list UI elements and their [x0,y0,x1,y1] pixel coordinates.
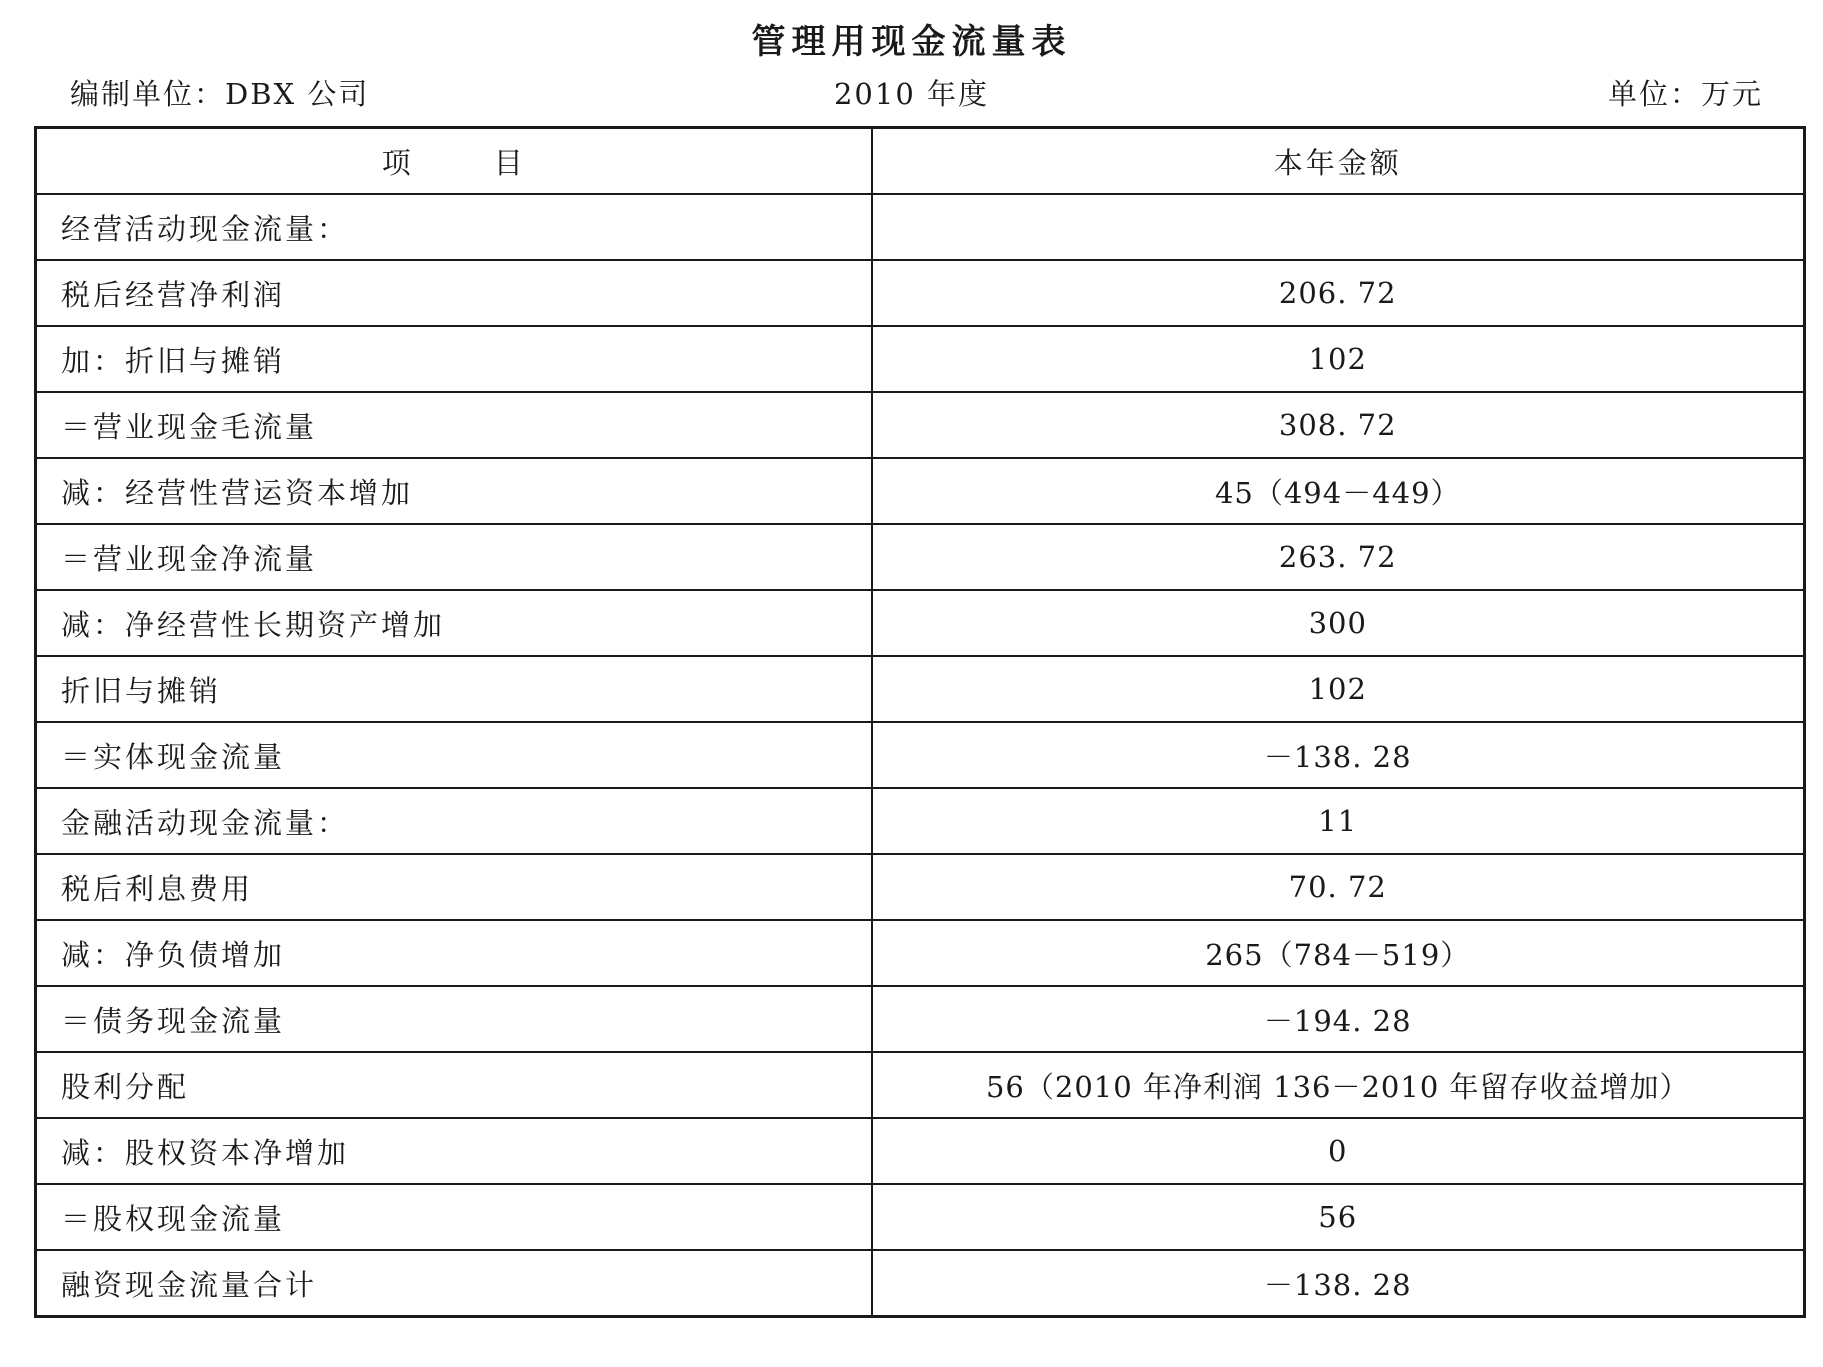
table-row [36,1184,1805,1250]
row-item: 减：净负债增加 [36,920,872,986]
row-item: 减：股权资本净增加 [36,1118,872,1184]
prepared-by: 编制单位：DBX 公司 [70,77,370,111]
cash-flow-table [34,126,1806,1318]
period: 2010 年度 [833,77,990,111]
row-amount: 300 [872,590,1805,656]
table-row [36,260,1805,326]
row-amount: －194. 28 [872,986,1805,1052]
row-item: 减：经营性营运资本增加 [36,458,872,524]
unit-label: 单位：万元 [1607,77,1763,111]
row-amount: 102 [872,656,1805,722]
row-amount: 0 [872,1118,1805,1184]
header-amount: 本年金额 [872,128,1805,195]
row-item: 折旧与摊销 [36,656,872,722]
row-amount: 45（494－449） [872,458,1805,524]
row-amount: 11 [872,788,1805,854]
row-amount: 308. 72 [872,392,1805,458]
row-amount: 56 [872,1184,1805,1250]
row-amount: 102 [872,326,1805,392]
row-item: ＝营业现金净流量 [36,524,872,590]
table-row [36,1250,1805,1317]
row-item: 税后利息费用 [36,854,872,920]
row-item: 金融活动现金流量： [36,788,872,854]
table-row [36,1118,1805,1184]
row-amount: 263. 72 [872,524,1805,590]
table-row [36,722,1805,788]
row-amount: 265（784－519） [872,920,1805,986]
row-item: 股利分配 [36,1052,872,1118]
table-row [36,458,1805,524]
table-row [36,590,1805,656]
row-amount: 70. 72 [872,854,1805,920]
row-amount: 56（2010 年净利润 136－2010 年留存收益增加） [872,1052,1805,1118]
table-row [36,326,1805,392]
page-title: 管理用现金流量表 [751,22,1072,62]
table-row [36,854,1805,920]
header-item-part2: 目 [493,145,526,180]
header-item [36,128,872,195]
row-item: ＝营业现金毛流量 [36,392,872,458]
table-row [36,986,1805,1052]
row-item: 加：折旧与摊销 [36,326,872,392]
header-item-part1: 项 [381,145,414,180]
table-row [36,656,1805,722]
table-row [36,524,1805,590]
row-item: ＝股权现金流量 [36,1184,872,1250]
row-item: 减：净经营性长期资产增加 [36,590,872,656]
table-row [36,788,1805,854]
row-amount: －138. 28 [872,1250,1805,1317]
row-item: 税后经营净利润 [36,260,872,326]
table-row [36,1052,1805,1118]
row-item: 经营活动现金流量： [36,194,872,260]
row-amount [872,194,1805,260]
table-row [36,194,1805,260]
row-item: ＝实体现金流量 [36,722,872,788]
row-amount: 206. 72 [872,260,1805,326]
row-amount: －138. 28 [872,722,1805,788]
table-row [36,920,1805,986]
row-item: ＝债务现金流量 [36,986,872,1052]
table-header-row [36,128,1805,195]
row-item: 融资现金流量合计 [36,1250,872,1317]
table-row [36,392,1805,458]
